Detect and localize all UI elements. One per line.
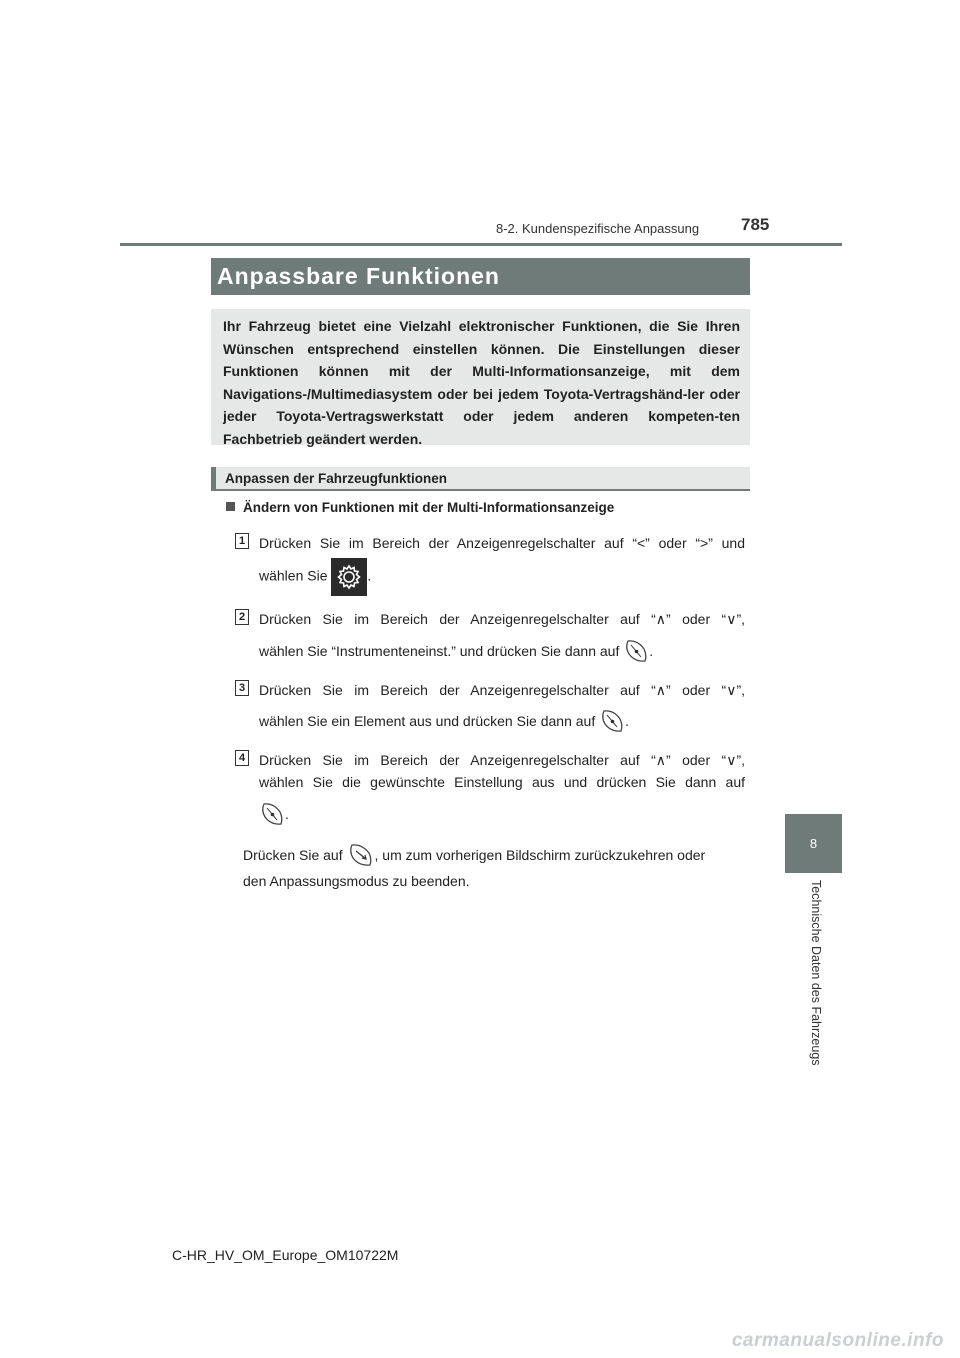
section-heading-text: Anpassen der Fahrzeugfunktionen (225, 471, 448, 486)
section-marker (211, 467, 216, 489)
watermark: carmanualsonline.info (731, 1330, 944, 1351)
step-text: Drücken Sie im Bereich der Anzeigenregelschalter auf “∧” oder “∨”, (259, 682, 745, 698)
step-number: 3 (235, 680, 249, 696)
section-heading (211, 467, 750, 491)
step-text-line2: wählen Sie “Instrumenteneinst.” und drücken Sie dann auf . (259, 638, 653, 667)
chapter-tab: 8 (785, 814, 842, 873)
subheading-text: Ändern von Funktionen mit der Multi-Informationsanzeige (243, 500, 615, 515)
ok-button-icon (599, 708, 625, 737)
chapter-label: Technische Daten des Fahrzeugs (809, 880, 823, 1066)
ok-button-icon (259, 801, 285, 830)
square-bullet-icon (226, 502, 235, 511)
step-number: 4 (235, 750, 249, 766)
step-text: Drücken Sie im Bereich der Anzeigenregelschalter auf “∧” oder “∨”, (259, 752, 745, 768)
step-text: Drücken Sie im Bereich der Anzeigenregelschalter auf “<” oder “>” und (259, 535, 745, 551)
step-text-line2: wählen Sie die gewünschte Einstellung aus und drücken Sie dann auf (259, 774, 745, 790)
step-text-line2: wählen Sie ein Element aus und drücken Sie dann auf . (259, 708, 629, 737)
step-number: 1 (235, 533, 249, 549)
back-button-icon (347, 842, 375, 871)
gear-icon (331, 558, 367, 596)
page-number: 785 (741, 215, 770, 234)
header-divider (120, 243, 842, 246)
step-text-line2: wählen Sie . (259, 558, 371, 596)
subheading (226, 500, 614, 515)
step-text-line3: . (259, 801, 289, 830)
note-line1: Drücken Sie auf , um zum vorherigen Bildschirm zurückzukehren oder (243, 842, 705, 871)
note-line2: den Anpassungsmodus zu beenden. (243, 873, 470, 889)
step-number: 2 (235, 609, 249, 625)
ok-button-icon (623, 638, 649, 667)
step-text: Drücken Sie im Bereich der Anzeigenregelschalter auf “∧” oder “∨”, (259, 611, 745, 627)
intro-box: Ihr Fahrzeug bietet eine Vielzahl elektronischer Funktionen, die Sie Ihren Wünschen entsprechend einstellen können. Die Einstellungen dieser Funktionen können mit der Multi-Informationsanzeige, mit dem Navigations-/Multimediasystem oder bei jedem Toyota-Vertragshänd-ler oder jeder Toyota-Vertragswerkstatt oder jedem anderen kompeten-ten Fachbetrieb geändert werden. (211, 309, 750, 445)
page-title: Anpassbare Funktionen (211, 258, 750, 295)
section-title: 8-2. Kundenspezifische Anpassung (496, 221, 700, 236)
document-code: C-HR_HV_OM_Europe_OM10722M (172, 1247, 399, 1263)
